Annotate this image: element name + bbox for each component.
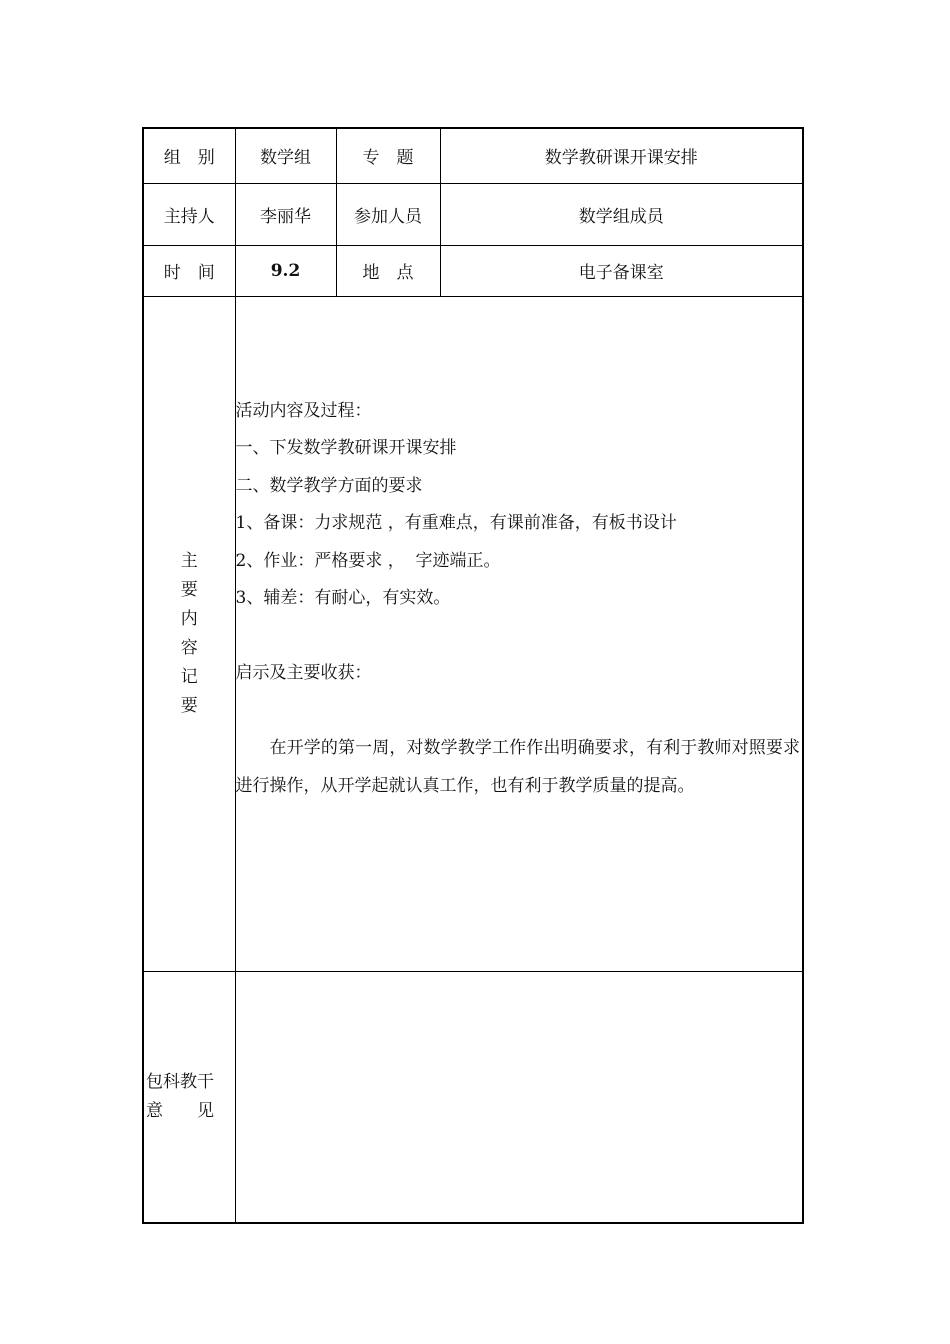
- time-value: 9.2: [235, 245, 336, 296]
- main-label-char: 内: [180, 608, 198, 629]
- host-value: 李丽华: [235, 183, 336, 245]
- place-label: 地 点: [336, 245, 440, 296]
- participants-label: 参加人员: [336, 183, 440, 245]
- list-item: 1、备课：力求规范 ，有重难点，有课前准备，有板书设计: [235, 513, 677, 533]
- main-content-body: [235, 296, 803, 971]
- insight-paragraph: 在开学的第一周，对数学教学工作作出明确要求，有利于教师对照要求进行操作，从开学起就认真工作，也有利于教学质量的提高。: [235, 738, 800, 796]
- topic-value: 数学教研课开课安排: [440, 128, 803, 183]
- main-label-char: 记: [180, 666, 198, 687]
- participants-value: 数学组成员: [440, 183, 803, 245]
- main-content-label-cell: [143, 296, 235, 971]
- opinion-label: [144, 1068, 235, 1126]
- row-time: [143, 245, 803, 296]
- row-group: [143, 128, 803, 183]
- opinion-label-line2: 意 见: [146, 1100, 214, 1121]
- list-item: 2、作业：严格要求 ， 字迹端正。: [235, 550, 501, 571]
- activity-heading: 活动内容及过程：: [235, 400, 372, 421]
- main-label-char: 容: [180, 637, 198, 658]
- list-item: 一、下发数学教研课开课安排: [235, 438, 457, 458]
- row-main-content: [143, 296, 803, 971]
- main-content-text: [236, 297, 803, 806]
- row-host: [143, 183, 803, 245]
- main-label-char: 要: [180, 695, 198, 716]
- list-item: 3、辅差：有耐心，有实效。: [235, 588, 451, 608]
- group-value: 数学组: [235, 128, 336, 183]
- row-opinion: [143, 971, 803, 1223]
- opinion-label-cell: [143, 971, 235, 1223]
- insight-heading: 启示及主要收获：: [235, 663, 372, 683]
- time-label: 时 间: [143, 245, 235, 296]
- activity-record-table: [142, 127, 804, 1224]
- list-item: 二、数学教学方面的要求: [235, 475, 423, 496]
- opinion-value: [235, 971, 803, 1223]
- opinion-label-line1: 包科教干: [146, 1071, 214, 1092]
- group-label: 组 别: [143, 128, 235, 183]
- host-label: 主持人: [143, 183, 235, 245]
- main-label-char: 要: [180, 579, 198, 600]
- main-content-label: [144, 547, 235, 721]
- spacer: [236, 618, 803, 656]
- topic-label: 专 题: [336, 128, 440, 183]
- place-value: 电子备课室: [440, 245, 803, 296]
- main-label-char: 主: [180, 550, 198, 571]
